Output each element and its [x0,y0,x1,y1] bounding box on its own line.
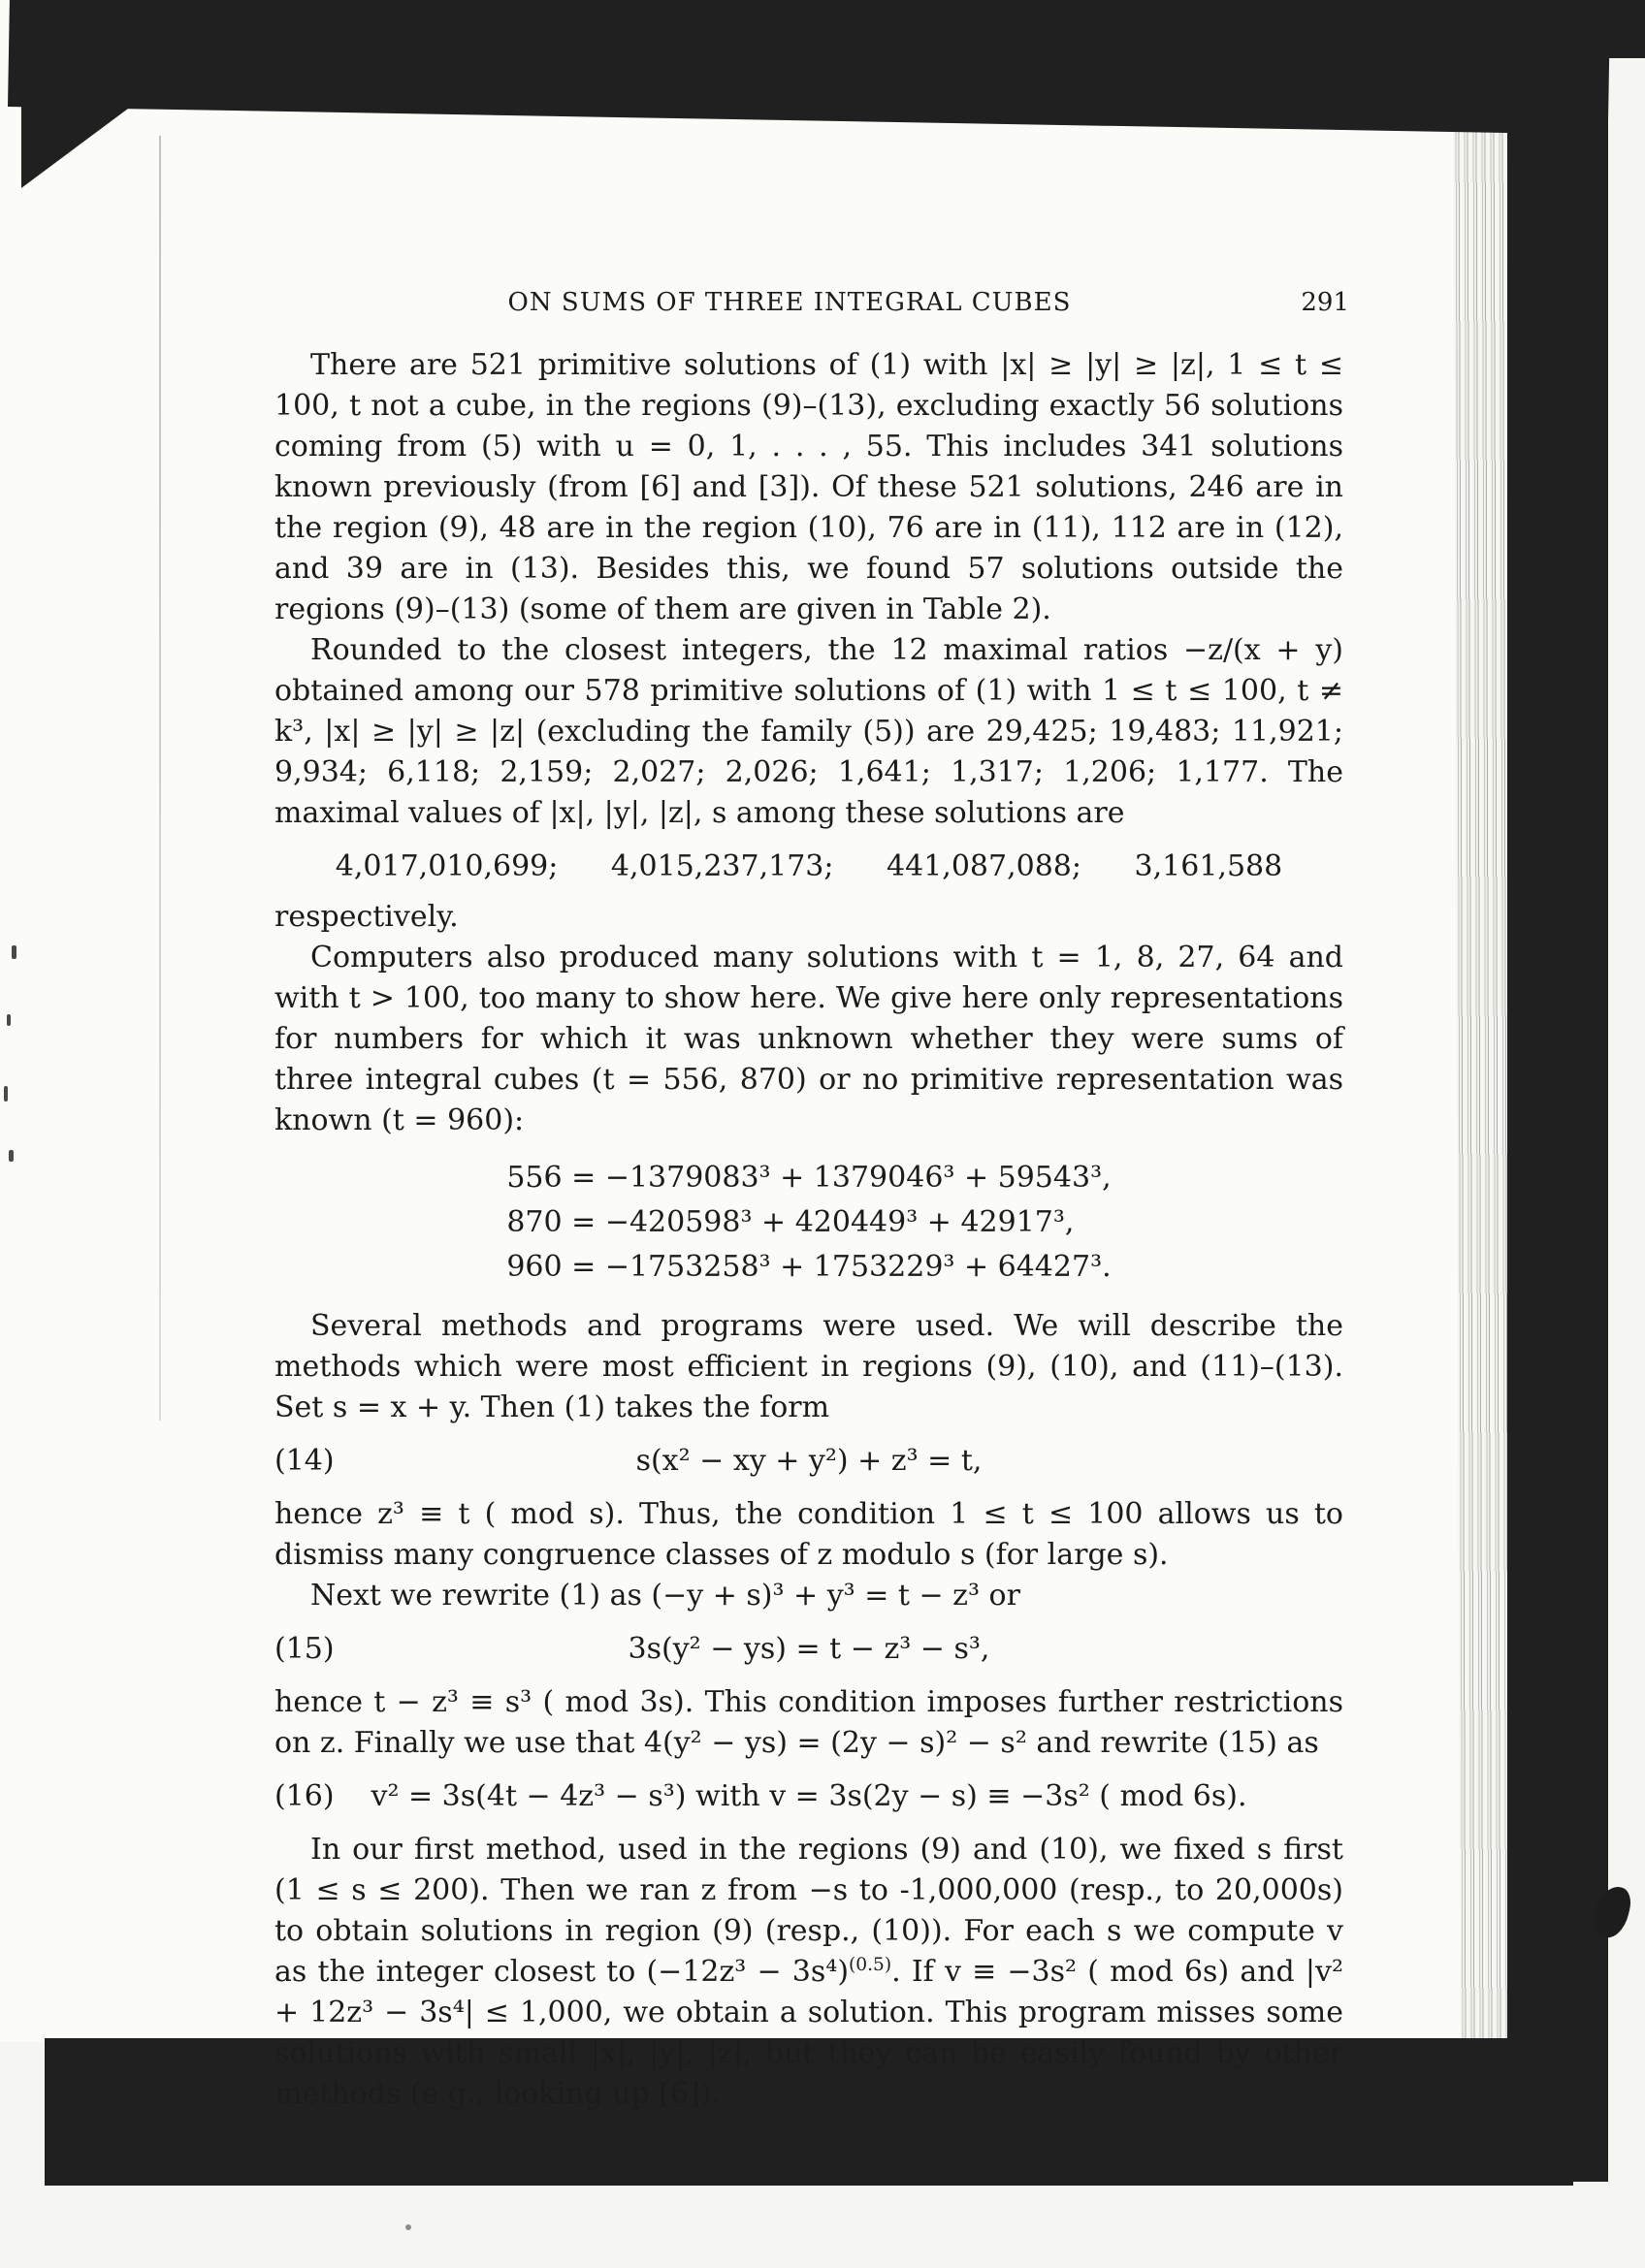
equation-16 [274,1776,1343,1817]
maximal-values-line: 4,017,010,699; 4,015,237,173; 441,087,088; 3,161,588 [335,849,1283,883]
paragraph-hence-mod-s: hence z³ ≡ t ( mod s). Thus, the condition 1 ≤ t ≤ 100 allows us to dismiss many congruence classes of z modulo s (for large s). [274,1497,1343,1572]
paragraph-text-before-exponent: In our first method, used in the regions (9) and (10), we fixed s first (1 ≤ s ≤ 200). Then we ran z from −s to -1,000,000 (resp., to 20,000s) to obtain solutions in region (9) (resp., (10)). For each s we compute v as the integer closest to (−12z³ − 3s⁴) [274,1833,1343,1989]
paragraph-text-after-exponent: . If v ≡ −3s² ( mod 6s) and |v² + 12z³ − 3s⁴| ≤ 1,000, we obtain a solution. This program misses some solutions with small |x|, |y|, |z|, but they can be easily found by other methods (e.g., looking up [6]). [274,1955,1343,2111]
paragraph-next-rewrite: Next we rewrite (1) as (−y + s)³ + y³ = t − z³ or [310,1579,1020,1613]
running-title: ON SUMS OF THREE INTEGRAL CUBES [507,288,1072,317]
page-header [274,287,1349,318]
equation-870: 870 = −420598³ + 420449³ + 42917³, [506,1205,1075,1239]
equation-15-formula: 3s(y² − ys) = t − z³ − s³, [628,1632,990,1666]
scan-artifact [7,1014,11,1026]
scan-background-top-right [1602,0,1645,58]
paragraph-maximal-ratios: Rounded to the closest integers, the 12 maximal ratios −z/(x + y) obtained among our 578 primitive solutions of (1) with 1 ≤ t ≤ 100, t ≠ k³, |x| ≥ |y| ≥ |z| (excluding the family (5)) are 29,425; 19,483; 11,921; 9,934; 6,118; 2,159; 2,027; 2,026; 1,641; 1,317; 1,206; 1,177. The maximal values of |x|, |y|, |z|, s among these solutions are [274,633,1343,830]
paragraph-hence-mod-3s: hence t − z³ ≡ s³ ( mod 3s). This condition imposes further restrictions on z. Finally we use that 4(y² − ys) = (2y − s)² − s² and rewrite (15) as [274,1685,1343,1760]
page-number: 291 [1301,288,1349,317]
paragraph-respectively: respectively. [274,900,459,934]
cube-representations [274,1156,1343,1290]
scan-artifact [9,1150,14,1162]
paragraph-several-methods: Several methods and programs were used. We will describe the methods which were most efficient in regions (9), (10), and (11)–(13). Set s = x + y. Then (1) takes the form [274,1309,1343,1424]
cube-representations-inner [506,1156,1111,1290]
exponent-text: (0.5) [849,1955,892,1975]
paragraph-primitive-solutions: There are 521 primitive solutions of (1) with |x| ≥ |y| ≥ |z|, 1 ≤ t ≤ 100, t not a cube, in the regions (9)–(13), excluding exactly 56 solutions coming from (5) with u = 0, 1, . . . , 55. This includes 341 solutions known previously (from [6] and [3]). Of these 521 solutions, 246 are in the region (9), 48 are in the region (10), 76 are in (11), 112 are in (12), and 39 are in (13). Besides this, we found 57 solutions outside the regions (9)–(13) (some of them are given in Table 2). [274,348,1343,626]
equation-556: 556 = −1379083³ + 1379046³ + 59543³, [506,1161,1112,1195]
page-gutter-line [159,136,161,1421]
scan-artifact [4,1086,8,1102]
equation-14-formula: s(x² − xy + y²) + z³ = t, [635,1444,983,1478]
scan-artifact [405,2224,411,2230]
scan-background-right [1507,50,1608,2182]
equation-15 [274,1629,1343,1670]
equation-15-label: (15) [274,1632,335,1666]
equation-14-label: (14) [274,1444,335,1478]
book-fore-edge-pages [1454,126,1513,2044]
paragraph-computers: Computers also produced many solutions with t = 1, 8, 27, 64 and with t > 100, too many to show here. We give here only representations for numbers for which it was unknown whether they were sums of three integral cubes (t = 556, 870) or no primitive representation was known (t = 960): [274,941,1343,1137]
page-text-column [274,287,1349,2115]
scan-artifact [12,945,16,959]
equation-14 [274,1441,1343,1482]
equation-16-label: (16) [274,1779,335,1813]
equation-960: 960 = −1753258³ + 1753229³ + 64427³. [506,1250,1112,1284]
equation-16-formula: v² = 3s(4t − 4z³ − s³) with v = 3s(2y − s) ≡ −3s² ( mod 6s). [371,1779,1247,1813]
paragraph-first-method [274,1830,1343,2115]
